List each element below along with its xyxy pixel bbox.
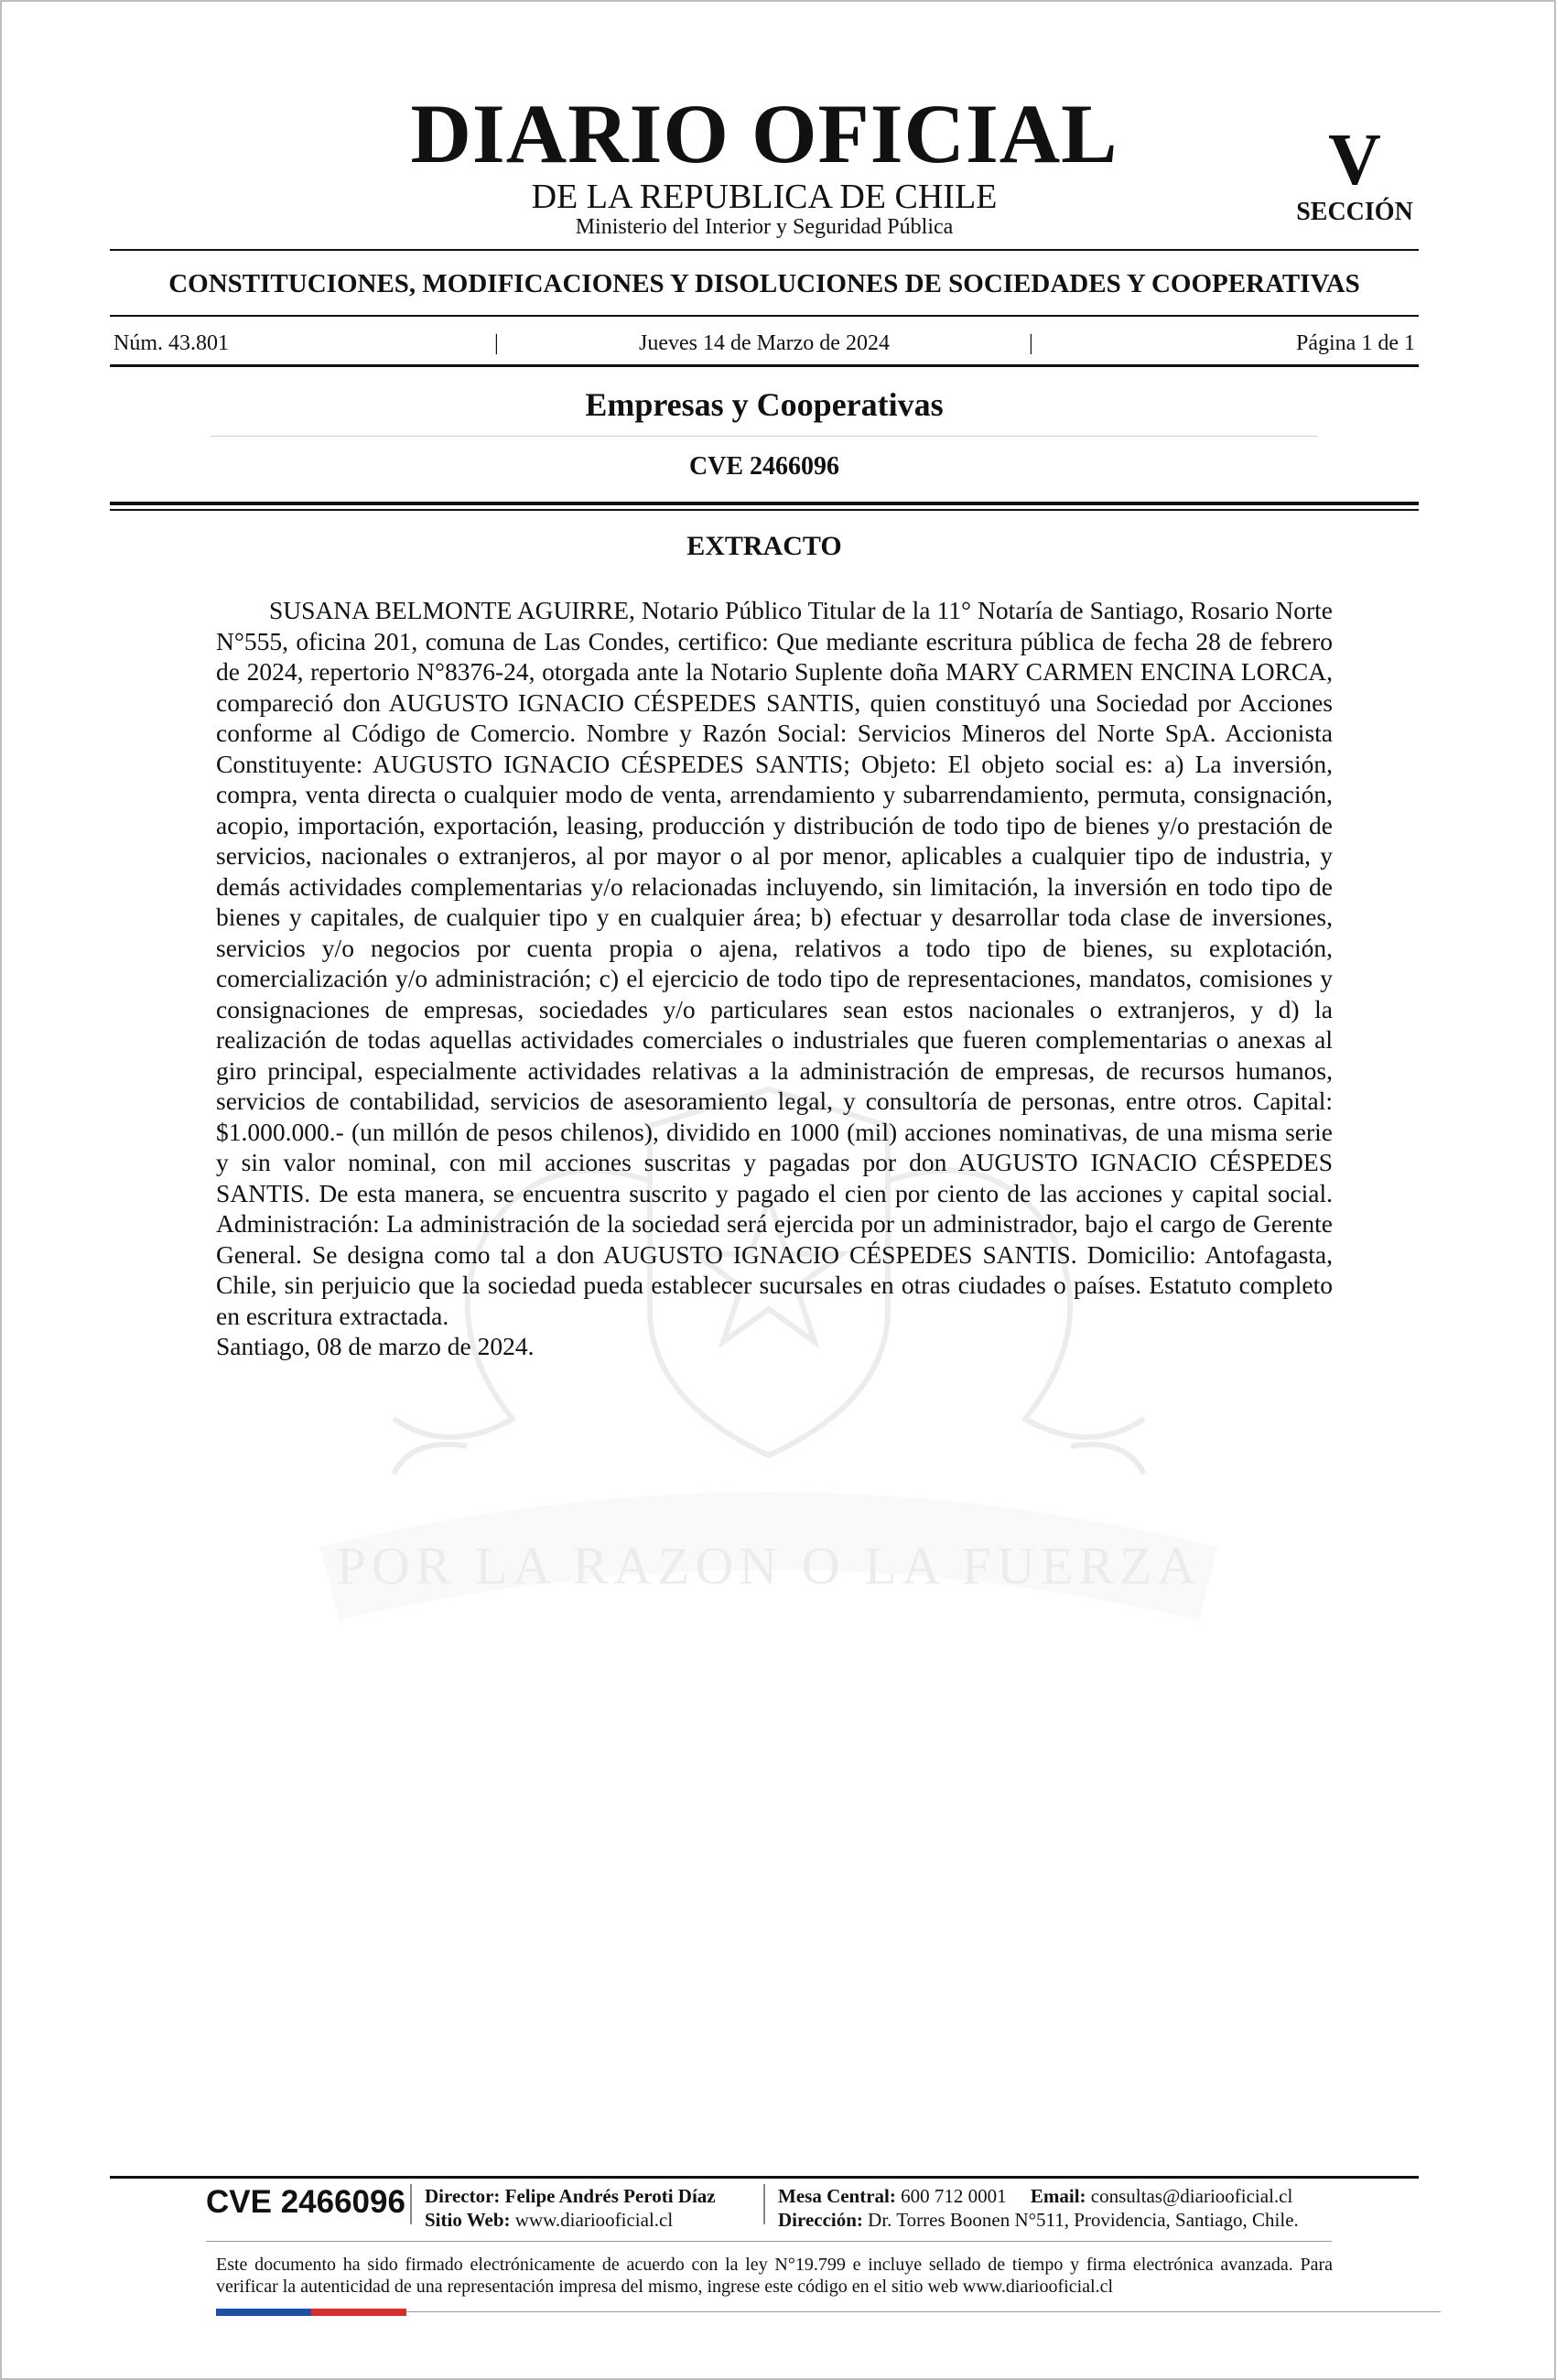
header-rule <box>110 249 1419 251</box>
document-heading: Empresas y Cooperativas <box>585 386 944 423</box>
issue-separator: | <box>494 331 499 355</box>
masthead-ministry: Ministerio del Interior y Seguridad Pública <box>575 215 954 239</box>
footer-cve: CVE 2466096 <box>206 2184 405 2220</box>
footer-rule <box>110 2176 1419 2179</box>
extract-paragraph: SUSANA BELMONTE AGUIRRE, Notario Público Titular de la 11° Notaría de Santiago, Rosario Norte N°555, oficina 201, comuna de Las Condes, certifico: Que mediante escritura pública de fecha 28 de febrero de 2024, repertorio N°8376-24, otorgada ante la Notario Suplente doña MARY CARMEN ENCINA LORCA, compareció don AUGUSTO IGNACIO CÉSPEDES SANTIS, quien constituyó una Sociedad por Acciones conforme al Código de Comercio. Nombre y Razón Social: Servicios Mineros del Norte SpA. Accionista Constituyente: AUGUSTO IGNACIO CÉSPEDES SANTIS; Objeto: El objeto social es: a) La inversión, compra, venta directa o cualquier modo de venta, arrendamiento y subarrendamiento, permuta, consignación, acopio, importación, exportación, leasing, producción y distribución de todo tipo de bienes y/o prestación de servicios, nacionales o extranjeros, al por mayor o al por menor, aplicables a cualquier tipo de industria, y demás actividades complementarias y/o relacionadas incluyendo, sin limitación, la inversión en todo tipo de bienes y capitales, de cualquier tipo y en cualquier área; b) efectuar y desarrollar toda clase de inversiones, servicios y/o negocios por cuenta propia o ajena, relativos a todo tipo de bienes, su explotación, comercialización y/o administración; c) el ejercicio de todo tipo de representaciones, mandatos, comisiones y consignaciones de empresas, sociedades y/o particulares sean estos nacionales o extranjeros, y d) la realización de todas aquellas actividades comerciales o industriales que fueren complementarias o anexas al giro principal, especialmente actividades relativas a la administración de empresas, de recursos humanos, servicios de contabilidad, servicios de asesoramiento legal, y consultoría de personas, entre otros. Capital: $1.000.000.- (un millón de pesos chilenos), dividido en 1000 (mil) acciones nominativas, de una misma serie y sin valor nominal, con mil acciones suscritas y pagadas por don AUGUSTO IGNACIO CÉSPEDES SANTIS. De esta manera, se encuentra suscrito y pagado el cien por ciento de las acciones y capital social. Administración: La administración de la sociedad será ejercida por un administrador, bajo el cargo de Gerente General. Se designa como tal a don AUGUSTO IGNACIO CÉSPEDES SANTIS. Domicilio: Antofagasta, Chile, sin perjuicio que la sociedad pueda establecer sucursales en otras ciudades o países. Estatuto completo en escritura extractada. <box>216 596 1333 1330</box>
document-cve: CVE 2466096 <box>688 452 840 481</box>
heading-divider <box>211 436 1318 437</box>
website-label: Sitio Web: <box>425 2209 511 2231</box>
issue-bar <box>110 331 1419 359</box>
section-label: SECCIÓN <box>1296 198 1413 226</box>
address-value: Dr. Torres Boonen N°511, Providencia, Santiago, Chile. <box>868 2209 1299 2231</box>
issue-separator: | <box>1029 331 1033 355</box>
footer-contact-block <box>778 2184 1299 2232</box>
extract-closing: Santiago, 08 de marzo de 2024. <box>216 1332 535 1360</box>
email-label: Email: <box>1030 2185 1086 2207</box>
footer-divider <box>763 2184 765 2224</box>
section-letter: V <box>1328 120 1381 200</box>
footer-director-block <box>425 2184 716 2232</box>
footer-bottom-rule <box>406 2311 1441 2312</box>
director-label: Director: <box>425 2185 501 2207</box>
issue-rule <box>110 364 1419 367</box>
flag-stripe-blue <box>216 2309 311 2316</box>
address-label: Dirección: <box>778 2209 863 2231</box>
double-rule-top <box>110 502 1419 505</box>
phone-label: Mesa Central: <box>778 2185 896 2207</box>
extract-body <box>216 595 1333 1362</box>
email-link[interactable]: consultas@diariooficial.cl <box>1090 2185 1293 2207</box>
extract-title: EXTRACTO <box>686 531 842 561</box>
category-rule <box>110 315 1419 317</box>
category-heading: CONSTITUCIONES, MODIFICACIONES Y DISOLUCIONES DE SOCIEDADES Y COOPERATIVAS <box>168 269 1360 298</box>
masthead-subtitle: DE LA REPUBLICA DE CHILE <box>531 178 998 216</box>
issue-date: Jueves 14 de Marzo de 2024 <box>639 331 890 355</box>
footer-divider <box>410 2184 412 2224</box>
director-value: Felipe Andrés Peroti Díaz <box>504 2185 716 2207</box>
flag-stripe-red <box>311 2309 406 2316</box>
issue-number: Núm. 43.801 <box>113 331 229 355</box>
phone-value: 600 712 0001 <box>901 2185 1007 2207</box>
double-rule-bottom <box>110 509 1419 511</box>
footer-thin-rule <box>206 2241 1332 2242</box>
masthead-title: DIARIO OFICIAL <box>410 87 1118 180</box>
issue-page: Página 1 de 1 <box>1296 331 1415 355</box>
motto-text: POR LA RAZON O LA FUERZA <box>336 1536 1202 1596</box>
website-link[interactable]: www.diariooficial.cl <box>514 2209 674 2231</box>
footer-note: Este documento ha sido firmado electrónicamente de acuerdo con la ley N°19.799 e incluye sellado de tiempo y firma electrónica avanzada. Para verificar la autenticidad de una representación impresa del mismo, ingrese este código en el sitio web www.diariooficial.cl <box>216 2255 1333 2297</box>
